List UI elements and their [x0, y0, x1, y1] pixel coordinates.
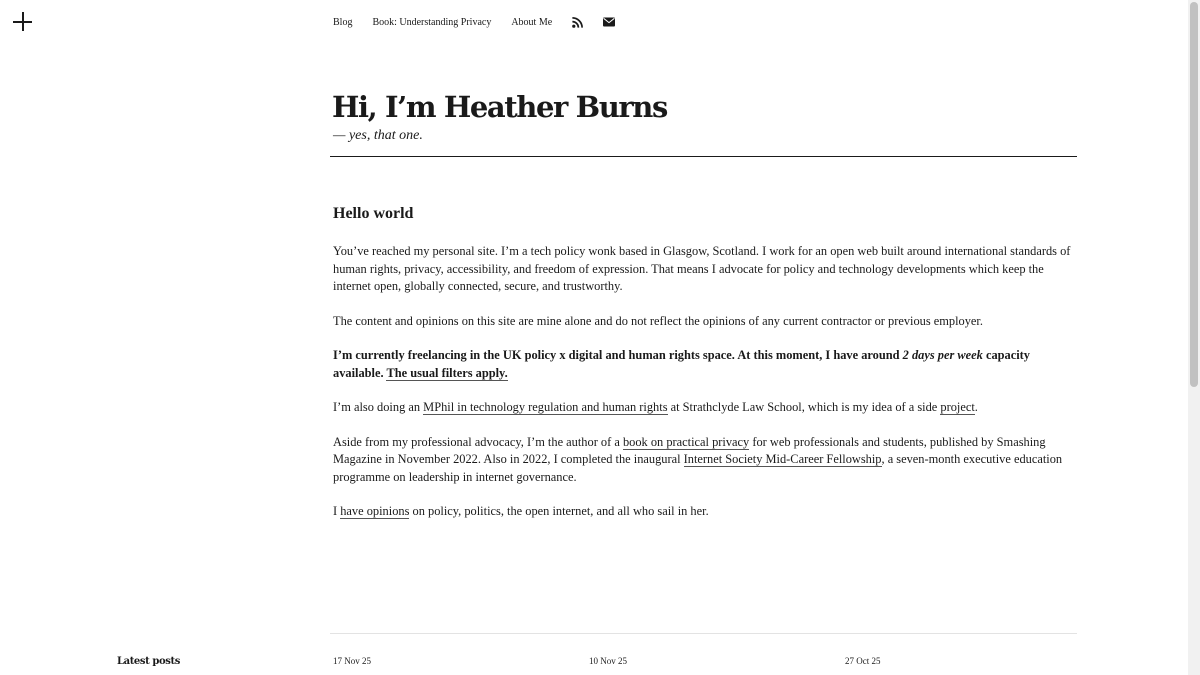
capacity-emphasis: 2 days per week	[902, 348, 983, 362]
main-content	[333, 205, 1075, 538]
latest-posts-label: Latest posts	[117, 656, 180, 667]
menu-toggle-plus-icon[interactable]	[13, 12, 32, 31]
site-subtitle: — yes, that one.	[333, 128, 423, 143]
intro-paragraph: You’ve reached my personal site. I’m a tech policy wonk based in Glasgow, Scotland. I work for an open web built around international standards of human rights, privacy, accessibility, and freedom of expression. That means I advocate for policy and technology developments which keep the internet open, globally connected, secure, and trustworthy.	[333, 244, 1071, 293]
fellowship-link[interactable]: Internet Society Mid-Career Fellowship	[683, 452, 882, 466]
post-date: 10 Nov 25	[589, 656, 627, 666]
post-date: 17 Nov 25	[333, 656, 371, 666]
nav-blog-link[interactable]: Blog	[333, 16, 353, 28]
scrollbar[interactable]	[1188, 0, 1200, 675]
opinions-link[interactable]: have opinions	[340, 504, 410, 518]
rss-icon[interactable]	[572, 16, 584, 28]
main-nav	[333, 14, 615, 30]
disclaimer-paragraph: The content and opinions on this site are mine alone and do not reflect the opinions of any current contractor or previous employer.	[333, 313, 983, 328]
header-divider	[330, 156, 1077, 157]
scrollbar-thumb[interactable]	[1190, 2, 1198, 387]
book-paragraph: Aside from my professional advocacy, I’m the author of a book on practical privacy for web professionals and students, published by Smashing Magazine in November 2022. Also in 2022, I completed the inaugural Internet Society Mid-Career Fellowship, a seven-month executive education programme on leadership in internet governance.	[333, 434, 1063, 484]
envelope-icon[interactable]	[603, 16, 615, 28]
freelance-paragraph	[333, 347, 1075, 382]
nav-about-link[interactable]: About Me	[511, 16, 553, 28]
site-title: Hi, I’m Heather Burns	[332, 90, 667, 124]
nav-book-link[interactable]: Book: Understanding Privacy	[372, 16, 492, 28]
post-date: 27 Oct 25	[845, 656, 881, 666]
mphil-paragraph: I’m also doing an MPhil in technology regulation and human rights at Strathclyde Law School, which is my idea of a side project.	[333, 400, 978, 414]
opinions-paragraph: I have opinions on policy, politics, the open internet, and all who sail in her.	[333, 504, 709, 518]
usual-filters-link[interactable]: The usual filters apply.	[386, 365, 508, 380]
freelance-text: I’m currently freelancing in the UK policy x digital and human rights space. At this moment, I have around 2 days per week capacity available. The usual filters apply.	[333, 348, 1030, 380]
content-heading: Hello world	[333, 205, 414, 222]
mphil-link[interactable]: MPhil in technology regulation and human rights	[423, 400, 668, 414]
posts-divider	[330, 633, 1077, 634]
book-link[interactable]: book on practical privacy	[622, 434, 750, 449]
project-link[interactable]: project	[940, 400, 975, 414]
